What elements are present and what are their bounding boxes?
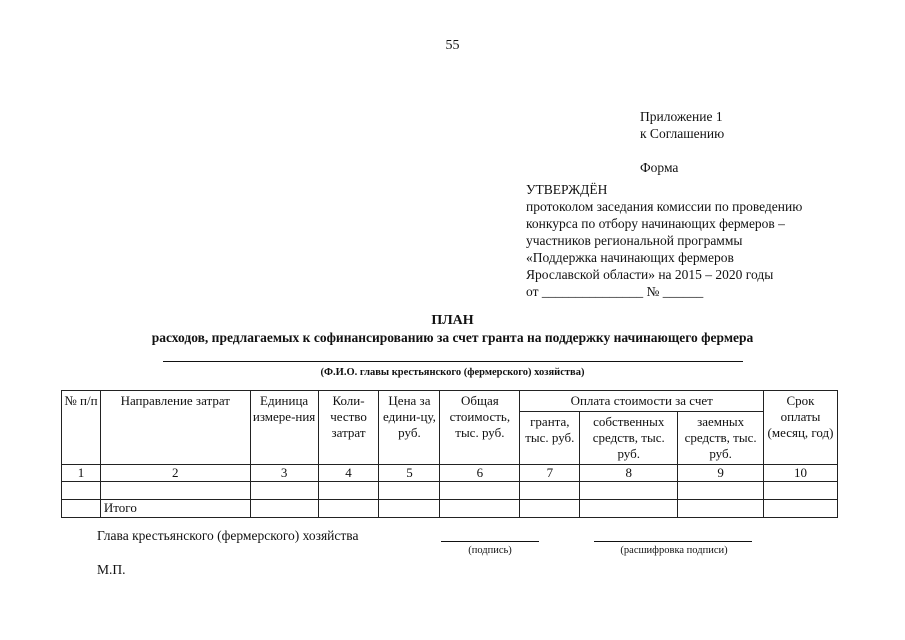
approved-line: от _______________ № ______	[526, 284, 704, 299]
header-qty: Коли-чество затрат	[318, 391, 379, 465]
appendix-line-1: Приложение 1	[640, 109, 723, 124]
approved-line: участников региональной программы	[526, 233, 743, 248]
column-number: 7	[520, 465, 580, 482]
table-cell[interactable]	[678, 500, 764, 518]
header-payment-group: Оплата стоимости за счет	[520, 391, 764, 412]
signature-caption: (подпись)	[468, 545, 512, 556]
approved-block	[526, 181, 866, 300]
form-label: Форма	[640, 160, 679, 175]
column-number: 6	[440, 465, 520, 482]
table-row	[62, 482, 838, 500]
table-cell[interactable]	[580, 500, 678, 518]
header-borrowed: заемных средств, тыс. руб.	[678, 412, 764, 465]
document-title-block	[0, 313, 905, 346]
table-cell[interactable]	[379, 482, 440, 500]
page-number: 55	[445, 38, 460, 53]
approved-title: УТВЕРЖДЁН	[526, 182, 608, 197]
document-title: ПЛАН	[431, 313, 474, 328]
column-number: 9	[678, 465, 764, 482]
table-cell[interactable]	[520, 500, 580, 518]
column-number: 5	[379, 465, 440, 482]
appendix-line-2: к Соглашению	[640, 126, 725, 141]
column-number: 3	[250, 465, 318, 482]
signature-decode-line[interactable]	[594, 541, 752, 542]
column-number-row	[62, 465, 838, 482]
signature-decode-caption: (расшифровка подписи)	[620, 545, 728, 556]
approved-line: Ярославской области» на 2015 – 2020 годы	[526, 267, 774, 282]
document-subtitle: расходов, предлагаемых к софинансированию за счет гранта на поддержку начинающего фермера	[151, 330, 754, 345]
fio-line	[163, 361, 743, 362]
signature-line[interactable]	[441, 541, 539, 542]
header-row	[62, 391, 838, 412]
header-total: Общая стоимость, тыс. руб.	[440, 391, 520, 465]
table-cell[interactable]	[100, 482, 250, 500]
signature-label: Глава крестьянского (фермерского) хозяйства	[97, 528, 359, 543]
column-number: 1	[62, 465, 101, 482]
approved-line: «Поддержка начинающих фермеров	[526, 250, 734, 265]
table-cell[interactable]	[440, 482, 520, 500]
table-cell[interactable]	[764, 500, 838, 518]
expense-plan-table	[61, 390, 838, 518]
header-term: Срок оплаты (месяц, год)	[764, 391, 838, 465]
table-cell[interactable]	[379, 500, 440, 518]
header-grant: гранта, тыс. руб.	[520, 412, 580, 465]
stamp-label: М.П.	[97, 562, 126, 577]
column-number: 4	[318, 465, 379, 482]
column-number: 8	[580, 465, 678, 482]
column-number: 10	[764, 465, 838, 482]
appendix-block	[640, 108, 724, 176]
approved-line: протоколом заседания комиссии по проведению	[526, 199, 803, 214]
total-row	[62, 500, 838, 518]
table-cell[interactable]	[250, 482, 318, 500]
approved-line: конкурса по отбору начинающих фермеров –	[526, 216, 785, 231]
table-cell[interactable]	[318, 500, 379, 518]
header-own: собственных средств, тыс. руб.	[580, 412, 678, 465]
table-cell[interactable]	[250, 500, 318, 518]
table-cell[interactable]	[440, 500, 520, 518]
fio-caption: (Ф.И.О. главы крестьянского (фермерского) хозяйства)	[320, 367, 585, 378]
total-label: Итого	[100, 500, 250, 518]
table-cell[interactable]	[580, 482, 678, 500]
table-cell[interactable]	[678, 482, 764, 500]
header-unit: Единица измере-ния	[250, 391, 318, 465]
header-direction: Направление затрат	[100, 391, 250, 465]
table-cell[interactable]	[62, 482, 101, 500]
table-cell[interactable]	[62, 500, 101, 518]
table-cell[interactable]	[318, 482, 379, 500]
header-price: Цена за едини-цу, руб.	[379, 391, 440, 465]
column-number: 2	[100, 465, 250, 482]
table-cell[interactable]	[764, 482, 838, 500]
table-cell[interactable]	[520, 482, 580, 500]
header-num: № п/п	[62, 391, 101, 465]
